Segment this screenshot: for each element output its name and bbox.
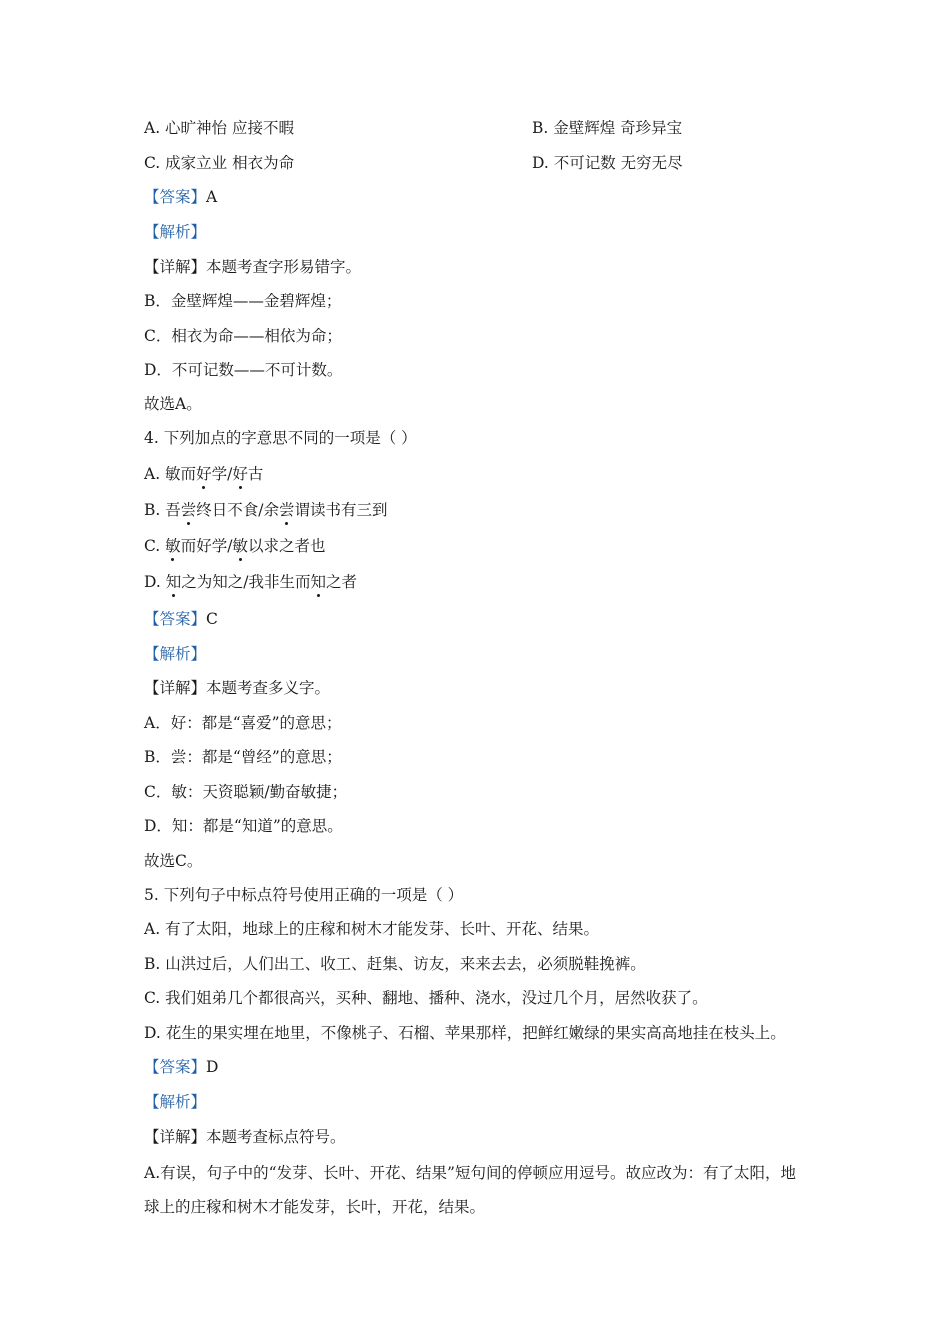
q5-option-c: C. 我们姐弟几个都很高兴，买种、翻地、播种、浇水，没过几个月，居然收获了。 <box>144 989 708 1007</box>
q4-option-a <box>144 463 263 485</box>
q4-option-c <box>144 535 325 557</box>
q4-explain-b: B．尝：都是“曾经”的意思； <box>144 748 342 766</box>
text: 谓读书有三到 <box>294 501 388 519</box>
q5-analysis-tag <box>144 1091 206 1113</box>
text: 以求之者也 <box>247 537 326 555</box>
analysis-tag: 【解析】 <box>144 645 207 663</box>
answer-value: A <box>206 188 218 206</box>
q5-option-a: A. 有了太阳，地球上的庄稼和树木才能发芽、长叶、开花、结果。 <box>144 920 600 938</box>
analysis-tag: 【解析】 <box>144 223 207 241</box>
text: 古 <box>247 465 264 483</box>
text: C. <box>144 537 166 555</box>
q4-conclusion: 故选C。 <box>144 852 203 870</box>
q3-option-b: B. 金壁辉煌 奇珍异宝 <box>532 119 683 137</box>
answer-value: C <box>206 610 218 628</box>
q4-detail: 【详解】本题考查多义字。 <box>144 679 331 697</box>
q5-explain-a: A.有误，句子中的“发芽、长叶、开花、结果”短句间的停顿应用逗号。故应改为：有了太阳，地球上的庄稼和树木才能发芽，长叶，开花，结果。 <box>144 1164 796 1216</box>
q3-option-d: D. 不可记数 无穷无尽 <box>532 154 683 172</box>
q5-answer <box>144 1056 218 1078</box>
dotted-char: 敏 <box>232 537 248 555</box>
answer-value: D <box>206 1058 219 1076</box>
q5-detail: 【详解】本题考查标点符号。 <box>144 1128 346 1146</box>
text: B. 吾 <box>144 501 181 519</box>
q4-option-b <box>144 499 388 521</box>
q4-explain-a: A．好：都是“喜爱”的意思； <box>144 714 342 732</box>
q4-answer <box>144 608 218 630</box>
answer-tag: 【答案】 <box>144 1058 207 1076</box>
q3-explain-b: B．金壁辉煌——金碧辉煌； <box>144 292 342 310</box>
q3-explain-d: D．不可记数——不可计数。 <box>144 361 343 379</box>
q3-explain-c: C．相衣为命——相依为命； <box>144 327 342 345</box>
q4-option-d <box>144 571 357 593</box>
dotted-char: 尝 <box>279 501 295 519</box>
dotted-char: 好 <box>232 465 248 483</box>
text: 学/ <box>211 465 233 483</box>
analysis-tag: 【解析】 <box>144 1093 207 1111</box>
q4-stem: 4. 下列加点的字意思不同的一项是（ ） <box>144 429 417 447</box>
q3-option-c: C. 成家立业 相衣为命 <box>144 154 295 172</box>
text: 终日不食/余 <box>196 501 279 519</box>
text: 之者 <box>326 573 358 591</box>
text: 而好学/ <box>180 537 233 555</box>
dotted-char: 知 <box>165 573 182 591</box>
q5-stem: 5. 下列句子中标点符号使用正确的一项是（ ） <box>144 886 464 904</box>
q5-option-b: B. 山洪过后，人们出工、收工、赶集、访友，来来去去，必须脱鞋挽裤。 <box>144 955 646 973</box>
q4-explain-c: C．敏：天资聪颖/勤奋敏捷； <box>144 783 348 801</box>
dotted-char: 敏 <box>165 537 181 555</box>
q4-explain-d: D．知：都是“知道”的意思。 <box>144 817 343 835</box>
q3-detail: 【详解】本题考查字形易错字。 <box>144 258 362 276</box>
text: A. 敏而 <box>144 465 197 483</box>
text: D. <box>144 573 166 591</box>
text: 之为知之/我非生而 <box>181 573 311 591</box>
answer-tag: 【答案】 <box>144 610 207 628</box>
dotted-char: 尝 <box>180 501 197 519</box>
dotted-char: 好 <box>196 465 212 483</box>
dotted-char: 知 <box>310 573 326 591</box>
q5-option-d: D. 花生的果实埋在地里，不像桃子、石榴、苹果那样，把鲜红嫩绿的果实高高地挂在枝头上。 <box>144 1024 786 1042</box>
q3-conclusion: 故选A。 <box>144 395 202 413</box>
q3-option-a: A. 心旷神怡 应接不暇 <box>144 119 294 137</box>
answer-tag: 【答案】 <box>144 188 207 206</box>
q3-analysis-tag <box>144 221 206 243</box>
q4-analysis-tag <box>144 643 206 665</box>
q3-answer <box>144 186 217 208</box>
